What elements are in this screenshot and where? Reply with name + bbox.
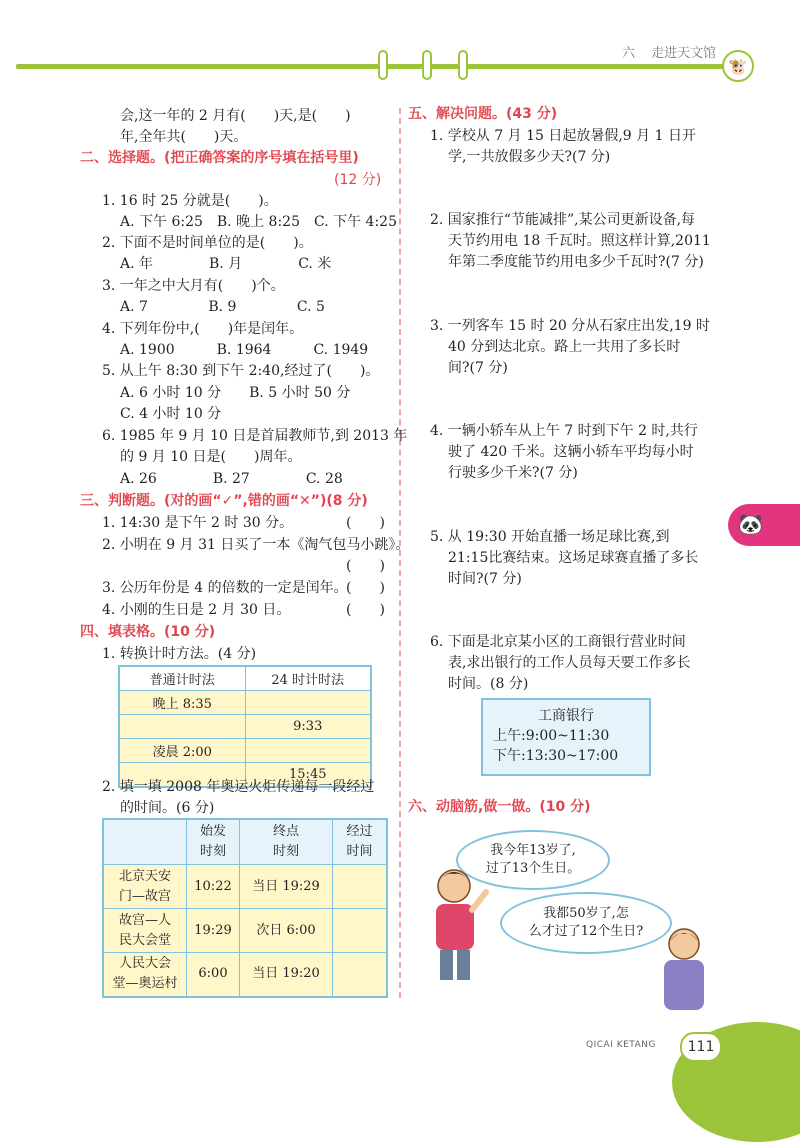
cartoon-logo-icon: 🐮	[722, 50, 754, 82]
bank-afternoon-hours: 下午:13:30~17:00	[493, 748, 619, 764]
table-header: 终点 时刻	[240, 819, 333, 865]
judge-item: 2. 小明在 9 月 31 日买了一本《淘气包马小跳》。	[102, 537, 410, 553]
route-cell: 北京天安 门—故宫	[103, 865, 187, 909]
speech-bubble-boy: 我今年13岁了, 过了13个生日。	[456, 830, 610, 890]
options: A. 7 B. 9 C. 5	[120, 299, 325, 315]
boy-illustration-icon	[418, 860, 498, 990]
text-line: 年,全年共( )天。	[120, 129, 248, 145]
answer-cell[interactable]	[119, 715, 245, 739]
table-cell: 晚上 8:35	[119, 691, 245, 715]
question: 5. 从上午 8:30 到下午 2:40,经过了( )。	[102, 363, 380, 379]
problem-text: 21:15比赛结束。这场足球赛直播了多长	[448, 550, 699, 566]
panda-icon: 🐼	[738, 512, 763, 536]
problem-text: 1. 学校从 7 月 15 日起放暑假,9 月 1 日开	[430, 128, 696, 144]
problem-text: 时间。(8 分)	[448, 676, 529, 692]
start-cell: 19:29	[187, 909, 240, 953]
route-cell: 人民大会 堂—奥运村	[103, 953, 187, 997]
table-question: 1. 转换计时方法。(4 分)	[102, 646, 257, 662]
judge-item: 3. 公历年份是 4 的倍数的一定是闰年。	[102, 580, 348, 596]
end-cell: 次日 6:00	[240, 909, 333, 953]
table-row	[103, 953, 387, 997]
binder-ring	[458, 50, 468, 80]
question: 6. 1985 年 9 月 10 日是首届教师节,到 2013 年	[102, 428, 408, 444]
chapter-heading	[622, 42, 716, 61]
series-name: QICAI KETANG	[586, 1040, 656, 1050]
options: C. 4 小时 10 分	[120, 406, 222, 422]
options: A. 下午 6:25 B. 晚上 8:25 C. 下午 4:25	[120, 214, 397, 230]
chapter-title: 走进天文馆	[651, 46, 717, 61]
table-row	[103, 865, 387, 909]
start-cell: 10:22	[187, 865, 240, 909]
answer-cell[interactable]	[245, 691, 371, 715]
bank-morning-hours: 上午:9:00~11:30	[493, 728, 610, 744]
end-cell: 当日 19:20	[240, 953, 333, 997]
problem-text: 4. 一辆小轿车从上午 7 时到下午 2 时,共行	[430, 423, 698, 439]
section-2-title: 二、选择题。(把正确答案的序号填在括号里)	[80, 150, 359, 166]
chapter-number: 六	[622, 46, 636, 61]
table-header	[103, 819, 187, 865]
question: 3. 一年之中大月有( )个。	[102, 278, 285, 294]
question: 4. 下列年份中,( )年是闰年。	[102, 321, 304, 337]
answer-bracket: ( )	[346, 602, 385, 618]
binder-ring	[422, 50, 432, 80]
section-4-title: 四、填表格。(10 分)	[80, 624, 216, 640]
answer-bracket: ( )	[346, 558, 385, 574]
section-3-title: 三、判断题。(对的画“✓”,错的画“✕”)(8 分)	[80, 493, 368, 509]
side-tab	[728, 504, 800, 546]
problem-text: 6. 下面是北京某小区的工商银行营业时间	[430, 634, 686, 650]
man-illustration-icon	[652, 924, 716, 1016]
problem-text: 行驶多少千米?(7 分)	[448, 465, 578, 481]
problem-text: 40 分到达北京。路上一共用了多长时	[448, 339, 681, 355]
problem-text: 年第二季度能节约用电多少千瓦时?(7 分)	[448, 254, 704, 270]
section-5-title: 五、解决问题。(43 分)	[408, 106, 558, 122]
options: A. 年 B. 月 C. 米	[120, 256, 332, 272]
problem-text: 3. 一列客车 15 时 20 分从石家庄出发,19 时	[430, 318, 710, 334]
binder-ring	[378, 50, 388, 80]
judge-item: 1. 14:30 是下午 2 时 30 分。	[102, 515, 294, 531]
answer-cell[interactable]	[245, 739, 371, 763]
problem-text: 5. 从 19:30 开始直播一场足球比赛,到	[430, 529, 670, 545]
question: 1. 16 时 25 分就是( )。	[102, 193, 278, 209]
table-header: 24 时计时法	[245, 666, 371, 691]
problem-text: 驶了 420 千米。这辆小轿车平均每小时	[448, 444, 694, 460]
table-cell: 9:33	[245, 715, 371, 739]
problem-text: 表,求出银行的工作人员每天要工作多长	[448, 655, 691, 671]
start-cell: 6:00	[187, 953, 240, 997]
table-header: 经过 时间	[333, 819, 388, 865]
page-number: 111	[680, 1032, 722, 1062]
section-2-points: (12 分)	[334, 172, 382, 188]
judge-item: 4. 小刚的生日是 2 月 30 日。	[102, 602, 291, 618]
text-line: 会,这一年的 2 月有( )天,是( )	[120, 108, 351, 124]
problem-text: 2. 国家推行“节能减排”,某公司更新设备,每	[430, 212, 696, 228]
answer-cell[interactable]	[333, 909, 388, 953]
torch-relay-table	[102, 818, 388, 998]
problem-text: 时间?(7 分)	[448, 571, 522, 587]
route-cell: 故宫—人 民大会堂	[103, 909, 187, 953]
table-question: 2. 填一填 2008 年奥运火炬传递每一段经过	[102, 779, 375, 795]
options: A. 26 B. 27 C. 28	[120, 471, 343, 487]
bank-hours-box	[481, 698, 651, 776]
problem-text: 学,一共放假多少天?(7 分)	[448, 149, 611, 165]
options: A. 6 小时 10 分 B. 5 小时 50 分	[120, 385, 351, 401]
time-conversion-table	[118, 665, 372, 788]
answer-cell[interactable]	[333, 865, 388, 909]
bank-title: 工商银行	[538, 708, 594, 724]
table-cell: 凌晨 2:00	[119, 739, 245, 763]
answer-bracket: ( )	[346, 580, 385, 596]
question: 的 9 月 10 日是( )周年。	[120, 449, 302, 465]
problem-text: 间?(7 分)	[448, 360, 508, 376]
question: 2. 下面不是时间单位的是( )。	[102, 235, 313, 251]
table-header: 普通计时法	[119, 666, 245, 691]
table-row	[103, 909, 387, 953]
section-6-title: 六、动脑筋,做一做。(10 分)	[408, 799, 591, 815]
answer-cell[interactable]	[333, 953, 388, 997]
table-cell: 15:45	[245, 763, 371, 788]
answer-bracket: ( )	[346, 515, 385, 531]
speech-bubble-man: 我都50岁了,怎 么才过了12个生日?	[500, 892, 672, 954]
end-cell: 当日 19:29	[240, 865, 333, 909]
problem-text: 天节约用电 18 千瓦时。照这样计算,2011	[448, 233, 711, 249]
table-header: 始发 时刻	[187, 819, 240, 865]
options: A. 1900 B. 1964 C. 1949	[120, 342, 369, 358]
table-question: 的时间。(6 分)	[120, 800, 215, 816]
